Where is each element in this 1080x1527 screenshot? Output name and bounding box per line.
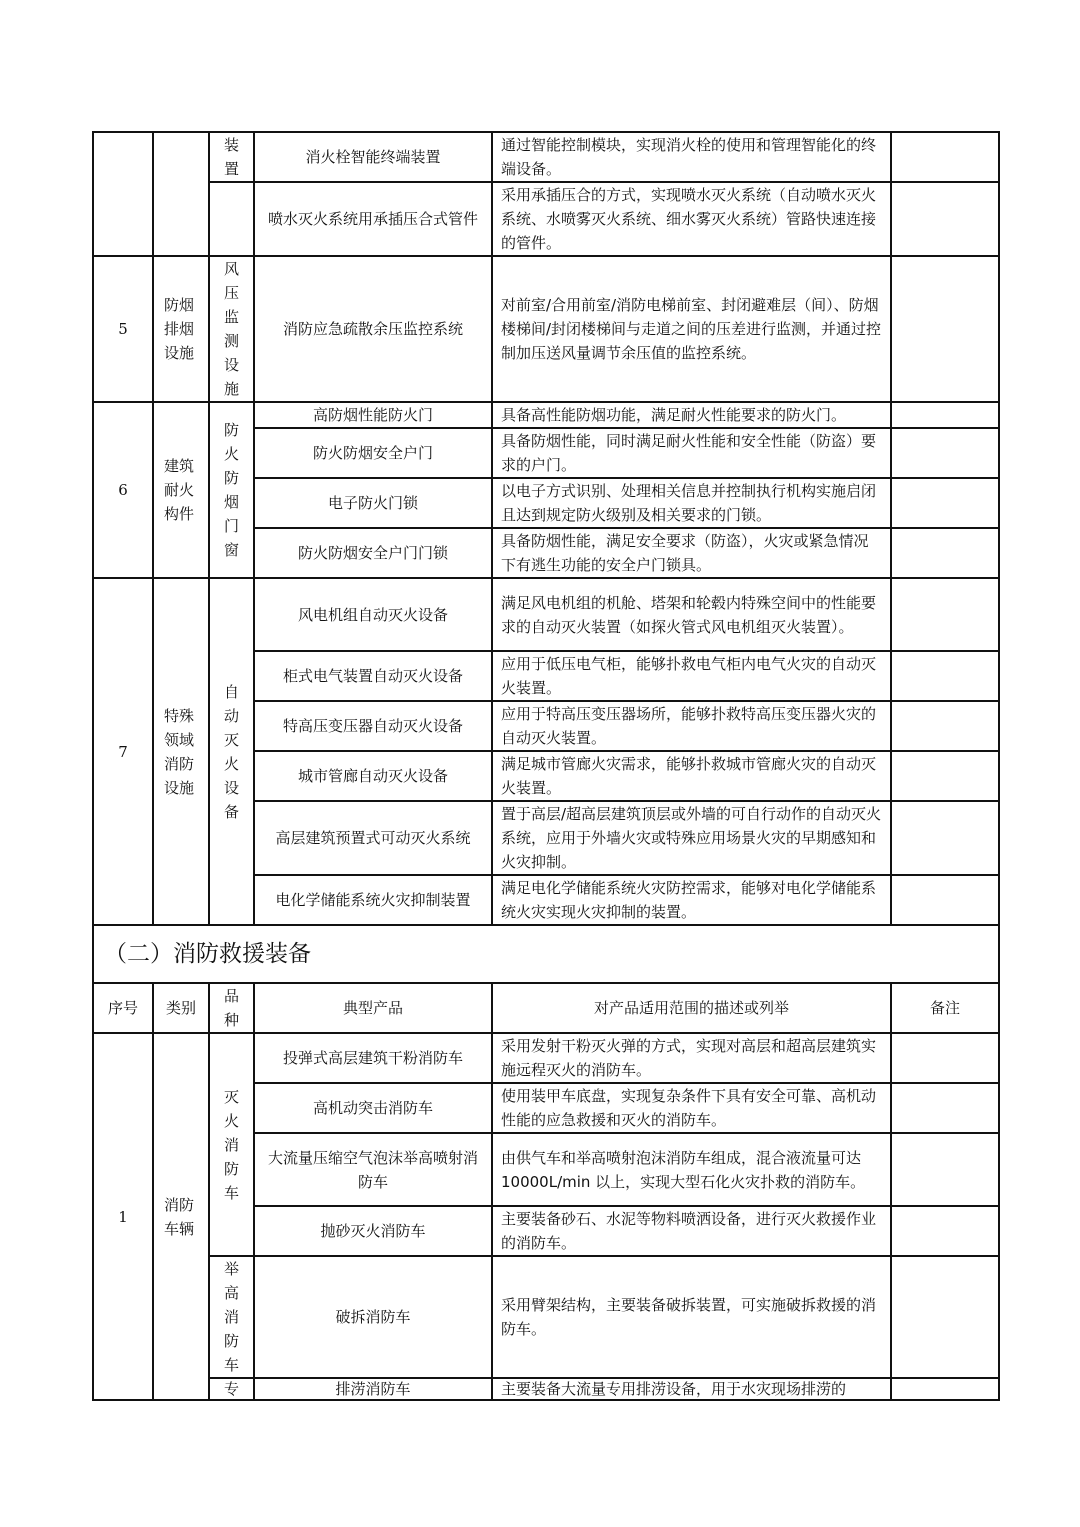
note-cell (891, 578, 999, 651)
product-cell: 特高压变压器自动灭火设备 (254, 701, 492, 751)
note-cell (891, 651, 999, 701)
note-cell (891, 1133, 999, 1206)
desc-cell: 应用于特高压变压器场所，能够扑救特高压变压器火灾的自动灭火装置。 (492, 701, 891, 751)
product-cell: 消防应急疏散余压监控系统 (254, 256, 492, 402)
note-cell (891, 701, 999, 751)
desc-cell: 具备防烟性能，同时满足耐火性能和安全性能（防盗）要求的户门。 (492, 428, 891, 478)
note-cell (891, 528, 999, 578)
header-product: 典型产品 (254, 983, 492, 1033)
desc-cell: 采用承插压合的方式，实现喷水灭火系统（自动喷水灭火系统、水喷雾灭火系统、细水雾灭火系统）管路快速连接的管件。 (492, 182, 891, 256)
num-cell: 1 (93, 1033, 153, 1400)
table-row (93, 132, 999, 182)
document-page (92, 131, 998, 1401)
header-variety: 品种 (209, 983, 254, 1033)
note-cell (891, 478, 999, 528)
product-cell: 高机动突击消防车 (254, 1083, 492, 1133)
variety-cell: 自动灭火设备 (209, 578, 254, 925)
product-cell: 高层建筑预置式可动灭火系统 (254, 801, 492, 875)
num-cell (93, 132, 153, 256)
variety-cell: 装置 (209, 132, 254, 182)
variety-cell: 举高消防车 (209, 1256, 254, 1378)
note-cell (891, 1256, 999, 1378)
product-cell: 抛砂灭火消防车 (254, 1206, 492, 1256)
num-cell: 7 (93, 578, 153, 925)
variety-cell: 风压监测设施 (209, 256, 254, 402)
header-row (93, 983, 999, 1033)
table-row (93, 1256, 999, 1378)
desc-cell: 具备防烟性能，满足安全要求（防盗），火灾或紧急情况下有逃生功能的安全户门锁具。 (492, 528, 891, 578)
product-cell: 城市管廊自动灭火设备 (254, 751, 492, 801)
product-cell: 喷水灭火系统用承插压合式管件 (254, 182, 492, 256)
desc-cell: 满足城市管廊火灾需求，能够扑救城市管廊火灾的自动灭火装置。 (492, 751, 891, 801)
variety-cell: 防火防烟门窗 (209, 402, 254, 578)
header-note: 备注 (891, 983, 999, 1033)
desc-cell: 满足风电机组的机舱、塔架和轮毂内特殊空间中的性能要求的自动灭火装置（如探火管式风电机组灭火装置）。 (492, 578, 891, 651)
desc-cell: 由供气车和举高喷射泡沫消防车组成，混合液流量可达 10000L/min 以上，实现大型石化火灾扑救的消防车。 (492, 1133, 891, 1206)
header-category: 类别 (153, 983, 209, 1033)
note-cell (891, 1378, 999, 1400)
product-cell: 防火防烟安全户门 (254, 428, 492, 478)
note-cell (891, 801, 999, 875)
product-cell: 柜式电气装置自动灭火设备 (254, 651, 492, 701)
product-cell: 风电机组自动灭火设备 (254, 578, 492, 651)
note-cell (891, 875, 999, 925)
product-table (92, 131, 1000, 1401)
num-cell: 6 (93, 402, 153, 578)
header-num: 序号 (93, 983, 153, 1033)
note-cell (891, 1033, 999, 1083)
table-row (93, 578, 999, 651)
category-cell (153, 132, 209, 256)
desc-cell: 采用发射干粉灭火弹的方式，实现对高层和超高层建筑实施远程灭火的消防车。 (492, 1033, 891, 1083)
variety-cell: 灭火消防车 (209, 1033, 254, 1256)
product-cell: 消火栓智能终端装置 (254, 132, 492, 182)
product-cell: 电子防火门锁 (254, 478, 492, 528)
desc-cell: 使用装甲车底盘，实现复杂条件下具有安全可靠、高机动性能的应急救援和灭火的消防车。 (492, 1083, 891, 1133)
note-cell (891, 751, 999, 801)
table-row (93, 182, 999, 256)
product-cell: 大流量压缩空气泡沫举高喷射消防车 (254, 1133, 492, 1206)
product-cell: 破拆消防车 (254, 1256, 492, 1378)
header-desc: 对产品适用范围的描述或列举 (492, 983, 891, 1033)
desc-cell: 采用臂架结构，主要装备破拆装置，可实施破拆救援的消防车。 (492, 1256, 891, 1378)
section-row (93, 925, 999, 983)
variety-cell (209, 182, 254, 256)
category-cell: 建筑耐火构件 (153, 402, 209, 578)
product-cell: 防火防烟安全户门门锁 (254, 528, 492, 578)
product-cell: 电化学储能系统火灾抑制装置 (254, 875, 492, 925)
desc-cell: 主要装备大流量专用排涝设备，用于水灾现场排涝的 (492, 1378, 891, 1400)
desc-cell: 应用于低压电气柜，能够扑救电气柜内电气火灾的自动灭火装置。 (492, 651, 891, 701)
variety-cell: 专 (209, 1378, 254, 1400)
note-cell (891, 402, 999, 428)
note-cell (891, 182, 999, 256)
table-row (93, 1033, 999, 1083)
section-title: （二）消防救援装备 (93, 925, 999, 983)
num-cell: 5 (93, 256, 153, 402)
note-cell (891, 1206, 999, 1256)
table-row (93, 256, 999, 402)
desc-cell: 对前室/合用前室/消防电梯前室、封闭避难层（间）、防烟楼梯间/封闭楼梯间与走道之间的压差进行监测，并通过控制加压送风量调节余压值的监控系统。 (492, 256, 891, 402)
note-cell (891, 256, 999, 402)
desc-cell: 以电子方式识别、处理相关信息并控制执行机构实施启闭且达到规定防火级别及相关要求的门锁。 (492, 478, 891, 528)
category-cell: 消防车辆 (153, 1033, 209, 1400)
category-cell: 防烟排烟设施 (153, 256, 209, 402)
desc-cell: 主要装备砂石、水泥等物料喷洒设备，进行灭火救援作业的消防车。 (492, 1206, 891, 1256)
note-cell (891, 428, 999, 478)
table-row (93, 402, 999, 428)
desc-cell: 满足电化学储能系统火灾防控需求，能够对电化学储能系统火灾实现火灾抑制的装置。 (492, 875, 891, 925)
desc-cell: 置于高层/超高层建筑顶层或外墙的可自行动作的自动灭火系统，应用于外墙火灾或特殊应用场景火灾的早期感知和火灾抑制。 (492, 801, 891, 875)
note-cell (891, 1083, 999, 1133)
category-cell: 特殊领域消防设施 (153, 578, 209, 925)
table-row (93, 1378, 999, 1400)
product-cell: 高防烟性能防火门 (254, 402, 492, 428)
note-cell (891, 132, 999, 182)
product-cell: 排涝消防车 (254, 1378, 492, 1400)
product-cell: 投弹式高层建筑干粉消防车 (254, 1033, 492, 1083)
desc-cell: 通过智能控制模块，实现消火栓的使用和管理智能化的终端设备。 (492, 132, 891, 182)
desc-cell: 具备高性能防烟功能，满足耐火性能要求的防火门。 (492, 402, 891, 428)
